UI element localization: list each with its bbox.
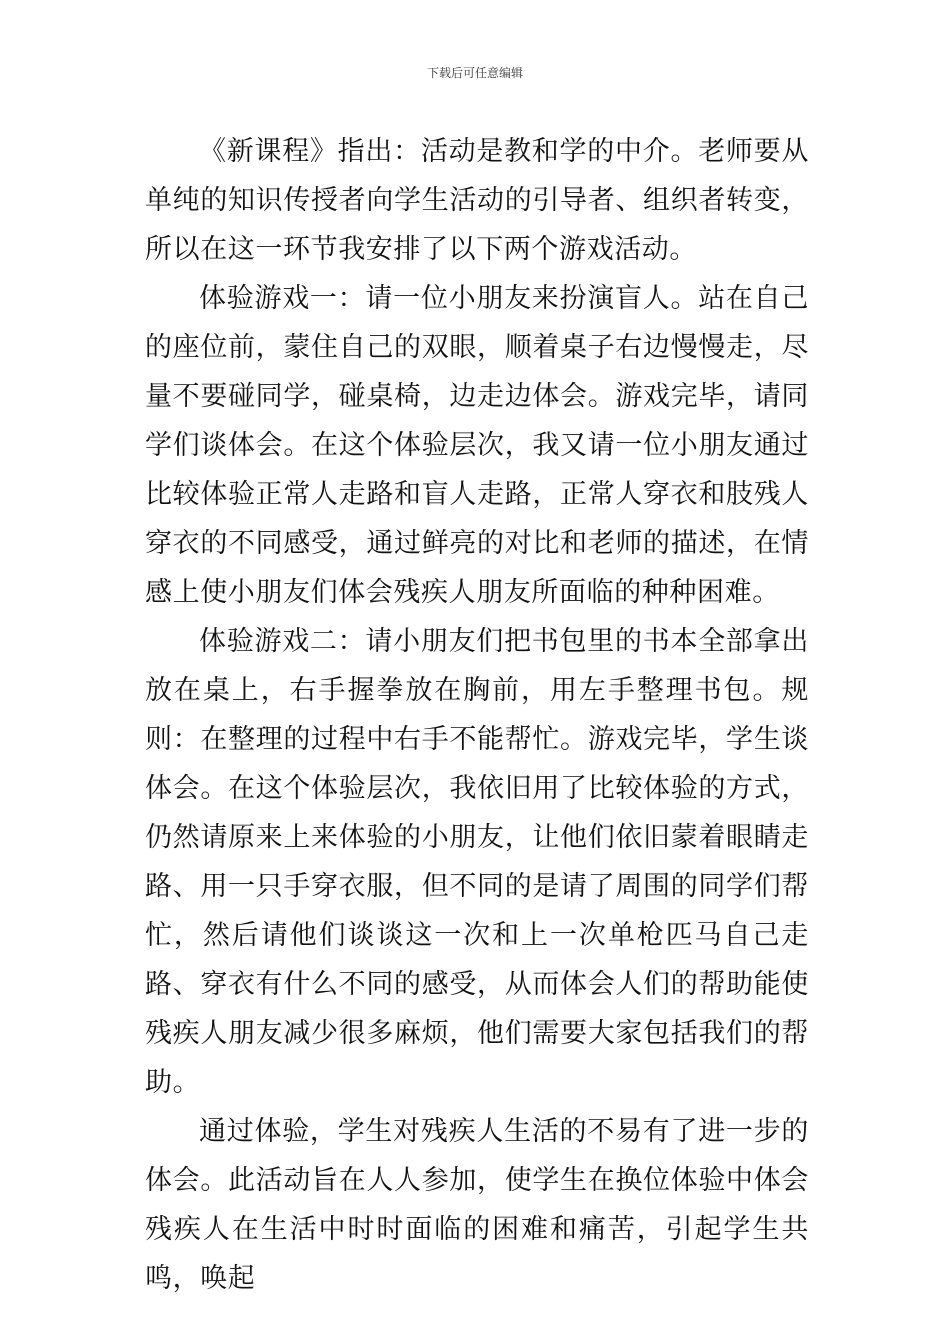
paragraph-game-one: 体验游戏一：请一位小朋友来扮演盲人。站在自己的座位前，蒙住自己的双眼，顺着桌子右边慢慢走，尽量不要碰同学，碰桌椅，边走边体会。游戏完毕，请同学们谈体会。在这个体验层次，我又请一位小朋友通过比较体验正常人走路和盲人走路，正常人穿衣和肢残人穿衣的不同感受，通过鲜亮的对比和老师的描述，在情感上使小朋友们体会残疾人朋友所面临的种种困难。	[145, 283, 809, 608]
paragraph-game-two: 体验游戏二：请小朋友们把书包里的书本全部拿出放在桌上，右手握拳放在胸前，用左手整理书包。规则：在整理的过程中右手不能帮忙。游戏完毕，学生谈体会。在这个体验层次，我依旧用了比较体验的方式，仍然请原来上来体验的小朋友，让他们依旧蒙着眼睛走路、用一只手穿衣服，但不同的是请了周围的同学们帮忙，然后请他们谈谈这一次和上一次单枪匹马自己走路、穿衣有什么不同的感受，从而体会人们的帮助能使残疾人朋友减少很多麻烦，他们需要大家包括我们的帮助。	[145, 626, 809, 1098]
paragraph-new-curriculum: 《新课程》指出：活动是教和学的中介。老师要从单纯的知识传授者向学生活动的引导者、组织者转变，所以在这一环节我安排了以下两个游戏活动。	[145, 136, 809, 265]
paragraph-conclusion: 通过体验，学生对残疾人生活的不易有了进一步的体会。此活动旨在人人参加，使学生在换位体验中体会残疾人在生活中时时面临的困难和痛苦，引起学生共鸣，唤起	[145, 1116, 809, 1294]
document-body	[145, 127, 809, 1303]
page-header-note: 下载后可任意编辑	[426, 66, 523, 80]
